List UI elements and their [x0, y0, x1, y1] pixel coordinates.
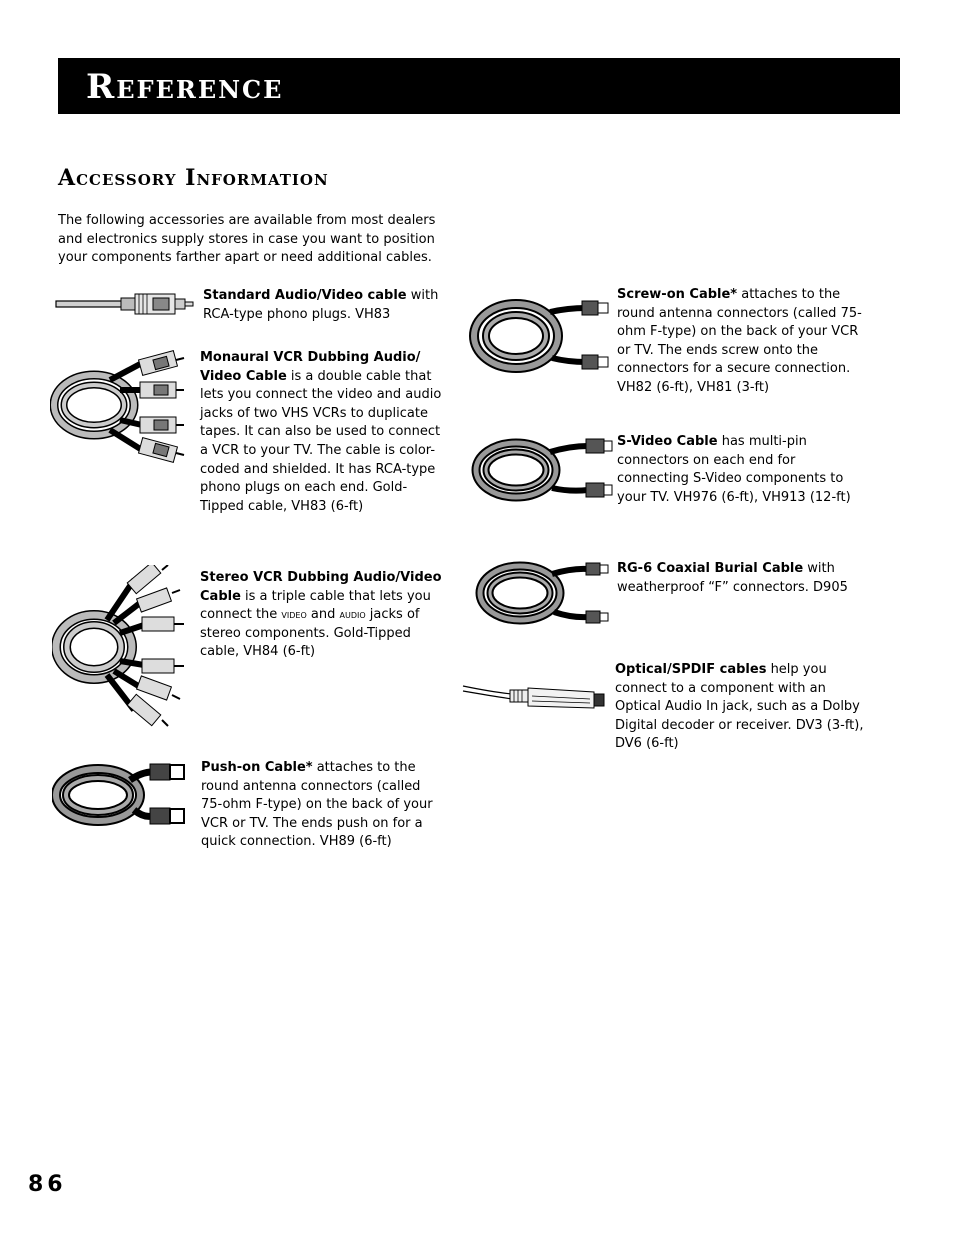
stereo-dubbing-audio-word: audio — [339, 608, 366, 622]
standard-av-description — [203, 287, 443, 324]
optical-cable-illustration — [462, 682, 610, 716]
screw-on-name: Screw-on Cable* — [617, 287, 738, 302]
optical-description — [615, 661, 867, 754]
section-title: Accessory Information — [58, 165, 329, 191]
mono-dubbing-cable-illustration — [50, 345, 190, 475]
stereo-dubbing-name: Stereo VCR Dubbing Audio/Video Cable — [200, 570, 442, 604]
screw-on-description — [617, 286, 867, 398]
standard-av-text: with RCA-type phono plugs. VH83 — [203, 288, 439, 322]
page-number: 86 — [28, 1172, 67, 1197]
standard-av-name: Standard Audio/Video cable — [203, 288, 407, 303]
svideo-cable-illustration — [470, 430, 615, 505]
svideo-name: S-Video Cable — [617, 434, 718, 449]
stereo-dubbing-text-b: jacks of stereo components. Gold-Tipped cable, VH84 (6-ft) — [200, 607, 420, 660]
rg6-cable-illustration — [474, 558, 614, 628]
stereo-dubbing-description — [200, 569, 445, 662]
rg6-description — [617, 560, 867, 597]
optical-text: help you connect to a component with an Optical Audio In jack, such as a Dolby Digital decoder or receiver. DV3 (3-ft), DV6 (6-ft) — [615, 662, 864, 752]
mono-dubbing-description — [200, 349, 445, 516]
stereo-dubbing-and: and — [306, 607, 340, 623]
push-on-name: Push-on Cable* — [201, 760, 313, 775]
header-banner — [58, 58, 900, 114]
screw-on-text: attaches to the round antenna connectors (called 75-ohm F-type) on the back of your VCR or TV. The ends screw onto the connectors for a secure connection. VH82 (6-ft), VH81 (3-ft) — [617, 287, 862, 395]
screw-on-cable-illustration — [468, 294, 613, 374]
page-title: Reference — [86, 67, 284, 107]
rg6-name: RG-6 Coaxial Burial Cable — [617, 561, 804, 576]
stereo-dubbing-cable-illustration — [52, 565, 192, 730]
rg6-text: with weatherproof “F” connectors. D905 — [617, 561, 848, 595]
intro-paragraph: The following accessories are available from most dealers and electronics supply stores in case you want to position your components farther apart or need additional cables. — [58, 213, 436, 266]
mono-dubbing-name: Monaural VCR Dubbing Audio/ Video Cable — [200, 350, 421, 384]
standard-av-cable-illustration — [55, 290, 195, 322]
push-on-text: attaches to the round antenna connectors (called 75-ohm F-type) on the back of your VCR or TV. The ends push on for a quick connection. VH89 (6-ft) — [201, 760, 433, 850]
svideo-description — [617, 433, 867, 507]
stereo-dubbing-text-a: is a triple cable that lets you connect the — [200, 588, 431, 623]
optical-name: Optical/SPDIF cables — [615, 662, 767, 677]
stereo-dubbing-video-word: video — [281, 608, 307, 622]
svideo-text: has multi-pin connectors on each end for connecting S-Video components to your TV. VH976 (6-ft), VH913 (12-ft) — [617, 434, 851, 505]
push-on-cable-illustration — [52, 760, 192, 830]
mono-dubbing-text: is a double cable that lets you connect the video and audio jacks of two VHS VCRs to duplicate tapes. It can also be used to connect a VCR to your TV. The cable is color-coded and shielded. It has RCA-type phono plugs on each end. Gold-Tipped cable, VH83 (6-ft) — [200, 368, 442, 514]
push-on-description — [201, 759, 446, 852]
